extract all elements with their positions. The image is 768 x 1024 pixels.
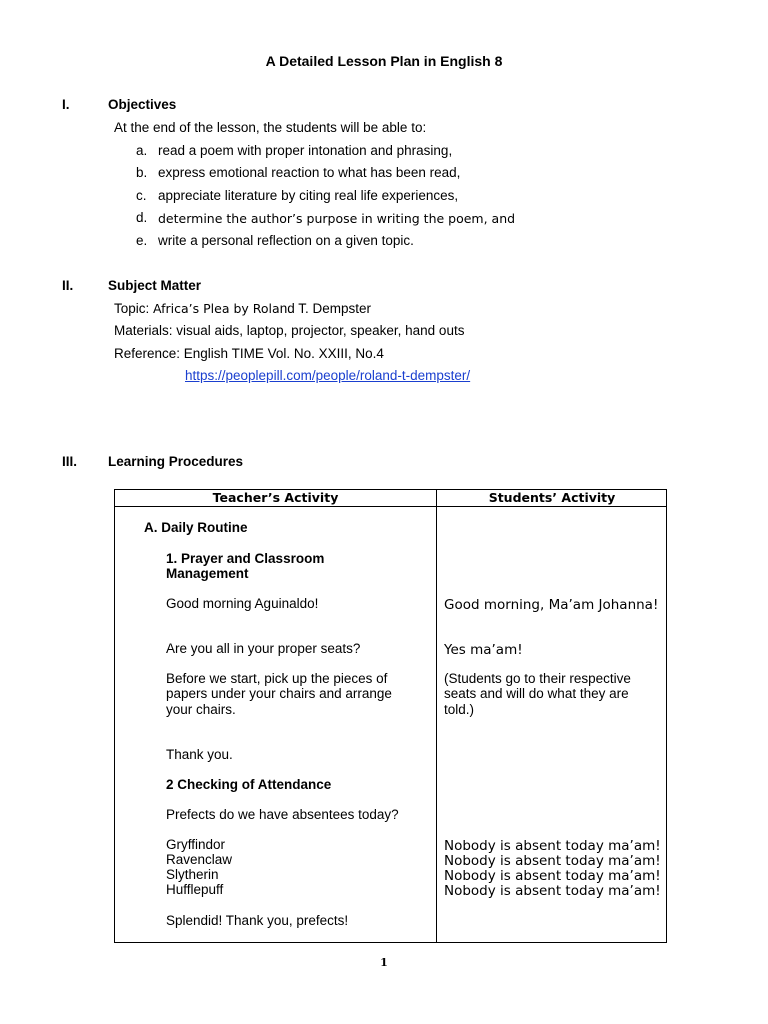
topic-title: Africa’s Plea by Rola [153, 301, 280, 316]
document-title: A Detailed Lesson Plan in English 8 [265, 53, 503, 69]
house-answer: Nobody is absent today ma’am! [444, 883, 661, 899]
section-number-subject-matter: II. [62, 278, 74, 293]
teacher-papers-line: your chairs. [166, 702, 236, 717]
teacher-greeting: Good morning Aguinaldo! [166, 596, 319, 611]
objective-item: read a poem with proper intonation and phrasing, [158, 143, 453, 158]
section-number-objectives: I. [62, 97, 70, 112]
procedures-heading: Learning Procedures [108, 454, 244, 469]
house-name: Hufflepuff [166, 882, 224, 897]
teacher-splendid: Splendid! Thank you, prefects! [166, 913, 349, 928]
subsection-2-heading: 2 Checking of Attendance [166, 777, 332, 792]
page-number: 1 [380, 956, 388, 969]
house-answer: Nobody is absent today ma’am! [444, 838, 661, 854]
teacher-prefects-question: Prefects do we have absentees today? [166, 807, 399, 822]
objective-letter: d. [136, 210, 148, 225]
student-greeting: Good morning, Ma’am Johanna! [444, 597, 659, 613]
topic-author: nd T. Dempster [279, 301, 371, 316]
objectives-heading: Objectives [108, 97, 177, 112]
student-papers-line: seats and will do what they are [444, 686, 629, 701]
objective-letter: e. [136, 233, 148, 248]
house-name: Ravenclaw [166, 852, 233, 867]
student-seats-answer: Yes ma’am! [444, 642, 523, 658]
student-papers-line: told.) [444, 702, 475, 717]
topic-line [114, 301, 371, 316]
section-a-heading: A. Daily Routine [144, 520, 248, 535]
students-column-header: Students’ Activity [488, 490, 616, 505]
objective-item: express emotional reaction to what has been read, [158, 165, 461, 180]
house-answer: Nobody is absent today ma’am! [444, 853, 661, 869]
objective-item: appreciate literature by citing real life experiences, [158, 188, 459, 203]
teacher-column-header: Teacher’s Activity [212, 490, 339, 505]
objective-item: determine the author’s purpose in writing the poem, and [158, 211, 516, 226]
subject-matter-heading: Subject Matter [108, 278, 202, 293]
objective-item: write a personal reflection on a given topic. [158, 233, 414, 248]
reference-line: Reference: English TIME Vol. No. XXIII, No.4 [114, 346, 384, 361]
topic-label: Topic: [114, 301, 154, 316]
teacher-papers-line: Before we start, pick up the pieces of [166, 671, 388, 686]
activity-table [114, 489, 667, 943]
materials-line: Materials: visual aids, laptop, projector, speaker, hand outs [114, 323, 465, 338]
column-divider [436, 490, 437, 942]
reference-link[interactable]: https://peoplepill.com/people/roland-t-dempster/ [185, 368, 471, 383]
subsection-1-line1: 1. Prayer and Classroom [166, 551, 325, 566]
subsection-1-line2: Management [166, 566, 249, 581]
student-papers-line: (Students go to their respective [444, 671, 631, 686]
house-answer: Nobody is absent today ma’am! [444, 868, 661, 884]
section-number-procedures: III. [62, 454, 78, 469]
teacher-thanks: Thank you. [166, 747, 233, 762]
objective-letter: c. [136, 188, 147, 203]
objective-letter: b. [136, 165, 148, 180]
house-name: Gryffindor [166, 837, 226, 852]
house-name: Slytherin [166, 867, 219, 882]
teacher-papers-line: papers under your chairs and arrange [166, 686, 392, 701]
objectives-intro: At the end of the lesson, the students will be able to: [114, 120, 427, 135]
header-divider [115, 506, 666, 507]
objective-letter: a. [136, 143, 148, 158]
teacher-seats-question: Are you all in your proper seats? [166, 641, 361, 656]
